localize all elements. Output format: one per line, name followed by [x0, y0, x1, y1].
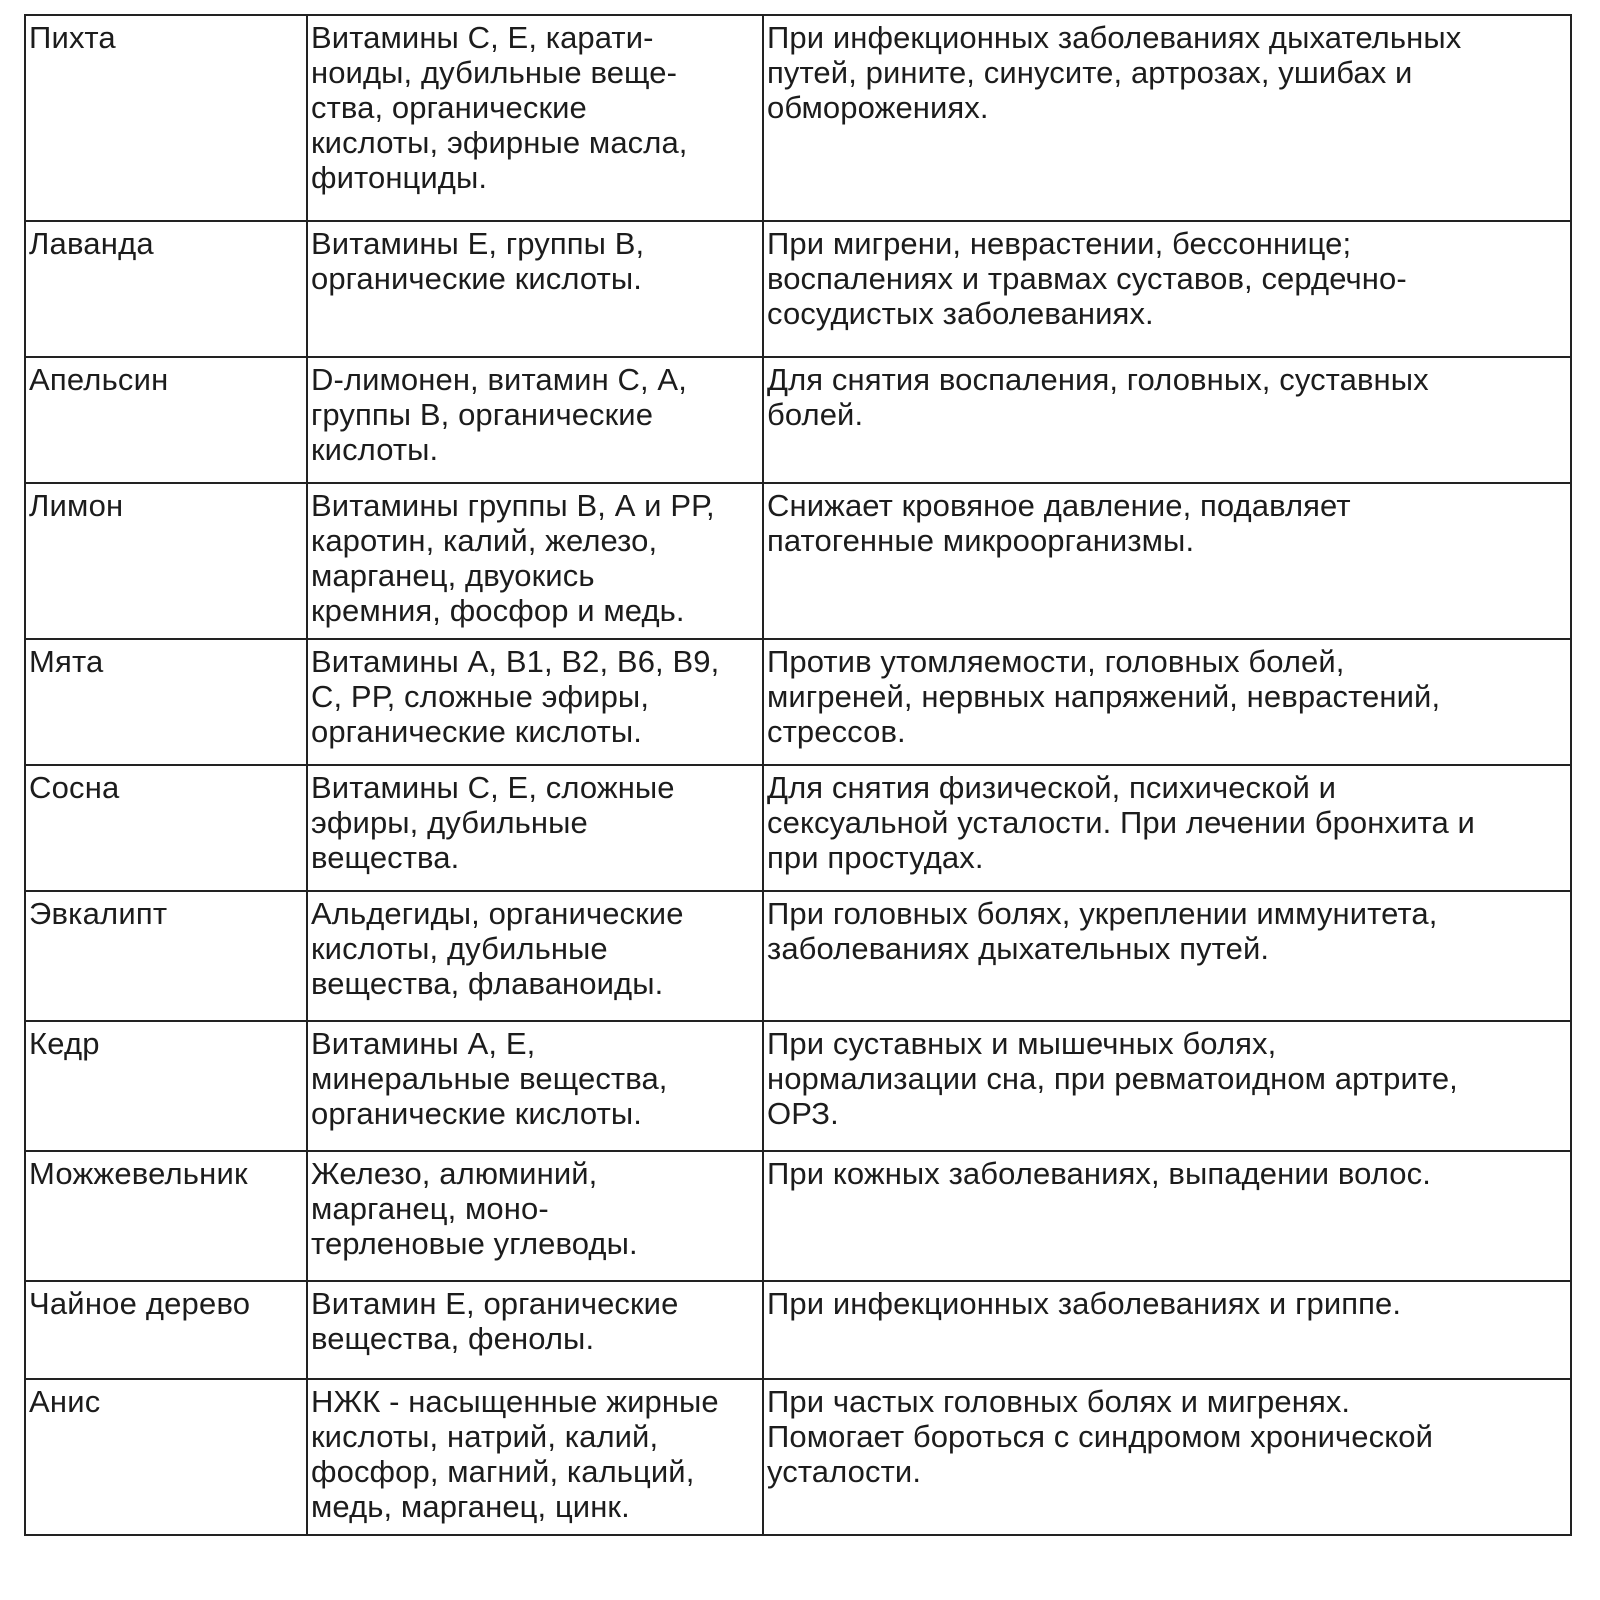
plant-name-cell	[25, 639, 307, 765]
composition-line: кислоты, натрий, калий,	[311, 1419, 659, 1454]
essential-oils-table	[24, 14, 1572, 1536]
usage-line: нормализации сна, при ревматоидном артрите,	[767, 1061, 1458, 1096]
usage-cell	[763, 765, 1571, 891]
table-row	[25, 483, 1571, 639]
table-row	[25, 1151, 1571, 1281]
usage-line: При инфекционных заболеваниях и гриппе.	[767, 1286, 1402, 1321]
composition-line: минеральные вещества,	[311, 1061, 668, 1096]
plant-name: Апельсин	[29, 362, 169, 397]
usage-cell	[763, 357, 1571, 483]
composition-cell	[307, 891, 763, 1021]
composition-line: С, РР, сложные эфиры,	[311, 679, 650, 714]
composition-line: терленовые углеводы.	[311, 1226, 638, 1261]
composition-cell	[307, 765, 763, 891]
usage-line: сексуальной усталости. При лечении бронхита и	[767, 805, 1475, 840]
composition-line: медь, марганец, цинк.	[311, 1489, 630, 1524]
plant-name: Можжевельник	[29, 1156, 248, 1191]
plant-name-cell	[25, 1281, 307, 1379]
usage-line: заболеваниях дыхательных путей.	[767, 931, 1270, 966]
plant-name: Лаванда	[29, 226, 154, 261]
usage-line: ОРЗ.	[767, 1096, 839, 1131]
composition-cell	[307, 1151, 763, 1281]
table-row	[25, 1281, 1571, 1379]
table-row	[25, 891, 1571, 1021]
usage-line: При головных болях, укреплении иммунитета,	[767, 896, 1438, 931]
composition-cell	[307, 1021, 763, 1151]
usage-line: При мигрени, неврастении, бессоннице;	[767, 226, 1352, 261]
plant-name: Эвкалипт	[29, 896, 168, 931]
plant-name-cell	[25, 1021, 307, 1151]
composition-line: Витамины А, Е,	[311, 1026, 536, 1061]
table-body	[25, 15, 1571, 1535]
plant-name-cell	[25, 765, 307, 891]
table-row	[25, 1379, 1571, 1535]
usage-cell	[763, 1151, 1571, 1281]
composition-line: кислоты, эфирные масла,	[311, 125, 688, 160]
composition-line: кремния, фосфор и медь.	[311, 593, 685, 628]
composition-cell	[307, 1379, 763, 1535]
composition-cell	[307, 1281, 763, 1379]
composition-line: кислоты, дубильные	[311, 931, 608, 966]
usage-line: При суставных и мышечных болях,	[767, 1026, 1277, 1061]
composition-line: НЖК - насыщенные жирные	[311, 1384, 719, 1419]
usage-line: стрессов.	[767, 714, 906, 749]
composition-line: вещества.	[311, 840, 460, 875]
plant-name: Чайное дерево	[29, 1286, 251, 1321]
table-row	[25, 1021, 1571, 1151]
composition-line: марганец, моно-	[311, 1191, 549, 1226]
usage-cell	[763, 15, 1571, 221]
composition-cell	[307, 15, 763, 221]
composition-line: D-лимонен, витамин С, А,	[311, 362, 687, 397]
plant-name-cell	[25, 1379, 307, 1535]
composition-line: Витамины группы В, А и РР,	[311, 488, 715, 523]
composition-cell	[307, 639, 763, 765]
composition-line: органические кислоты.	[311, 1096, 642, 1131]
composition-line: каротин, калий, железо,	[311, 523, 658, 558]
plant-name: Анис	[29, 1384, 101, 1419]
usage-cell	[763, 1281, 1571, 1379]
usage-line: Для снятия воспаления, головных, суставных	[767, 362, 1429, 397]
composition-cell	[307, 221, 763, 357]
document-page	[24, 14, 1570, 1536]
composition-line: органические кислоты.	[311, 261, 642, 296]
plant-name-cell	[25, 891, 307, 1021]
plant-name: Кедр	[29, 1026, 100, 1061]
composition-cell	[307, 483, 763, 639]
usage-line: при простудах.	[767, 840, 984, 875]
table-row	[25, 15, 1571, 221]
table-row	[25, 639, 1571, 765]
plant-name-cell	[25, 221, 307, 357]
composition-line: ства, органические	[311, 90, 587, 125]
usage-line: При кожных заболеваниях, выпадении волос.	[767, 1156, 1431, 1191]
usage-line: мигреней, нервных напряжений, неврастений,	[767, 679, 1441, 714]
usage-cell	[763, 639, 1571, 765]
usage-line: обморожениях.	[767, 90, 989, 125]
composition-line: марганец, двуокись	[311, 558, 595, 593]
plant-name: Лимон	[29, 488, 124, 523]
usage-line: усталости.	[767, 1454, 922, 1489]
composition-line: Витамин Е, органические	[311, 1286, 679, 1321]
usage-line: Помогает бороться с синдромом хронической	[767, 1419, 1433, 1454]
composition-line: фосфор, магний, кальций,	[311, 1454, 695, 1489]
composition-line: Витамины С, Е, карати-	[311, 20, 654, 55]
composition-line: фитонциды.	[311, 160, 488, 195]
usage-cell	[763, 221, 1571, 357]
usage-cell	[763, 483, 1571, 639]
plant-name-cell	[25, 1151, 307, 1281]
plant-name: Пихта	[29, 20, 116, 55]
composition-line: вещества, флаваноиды.	[311, 966, 664, 1001]
usage-line: При инфекционных заболеваниях дыхательных	[767, 20, 1462, 55]
composition-cell	[307, 357, 763, 483]
usage-line: болей.	[767, 397, 864, 432]
composition-line: Витамины А, В1, В2, В6, В9,	[311, 644, 720, 679]
table-row	[25, 221, 1571, 357]
plant-name-cell	[25, 357, 307, 483]
plant-name: Мята	[29, 644, 104, 679]
usage-cell	[763, 1021, 1571, 1151]
composition-line: Железо, алюминий,	[311, 1156, 598, 1191]
composition-line: группы В, органические	[311, 397, 654, 432]
table-row	[25, 765, 1571, 891]
usage-line: воспалениях и травмах суставов, сердечно-	[767, 261, 1407, 296]
composition-line: органические кислоты.	[311, 714, 642, 749]
composition-line: Альдегиды, органические	[311, 896, 684, 931]
composition-line: Витамины С, Е, сложные	[311, 770, 675, 805]
usage-line: сосудистых заболеваниях.	[767, 296, 1154, 331]
usage-line: Для снятия физической, психической и	[767, 770, 1337, 805]
usage-line: патогенные микроорганизмы.	[767, 523, 1195, 558]
usage-line: путей, рините, синусите, артрозах, ушибах и	[767, 55, 1413, 90]
plant-name-cell	[25, 483, 307, 639]
usage-cell	[763, 1379, 1571, 1535]
usage-line: Снижает кровяное давление, подавляет	[767, 488, 1351, 523]
plant-name-cell	[25, 15, 307, 221]
composition-line: эфиры, дубильные	[311, 805, 588, 840]
composition-line: Витамины Е, группы В,	[311, 226, 645, 261]
composition-line: ноиды, дубильные веще-	[311, 55, 678, 90]
plant-name: Сосна	[29, 770, 120, 805]
usage-line: Против утомляемости, головных болей,	[767, 644, 1345, 679]
table-row	[25, 357, 1571, 483]
usage-cell	[763, 891, 1571, 1021]
composition-line: кислоты.	[311, 432, 439, 467]
usage-line: При частых головных болях и мигренях.	[767, 1384, 1351, 1419]
composition-line: вещества, фенолы.	[311, 1321, 595, 1356]
